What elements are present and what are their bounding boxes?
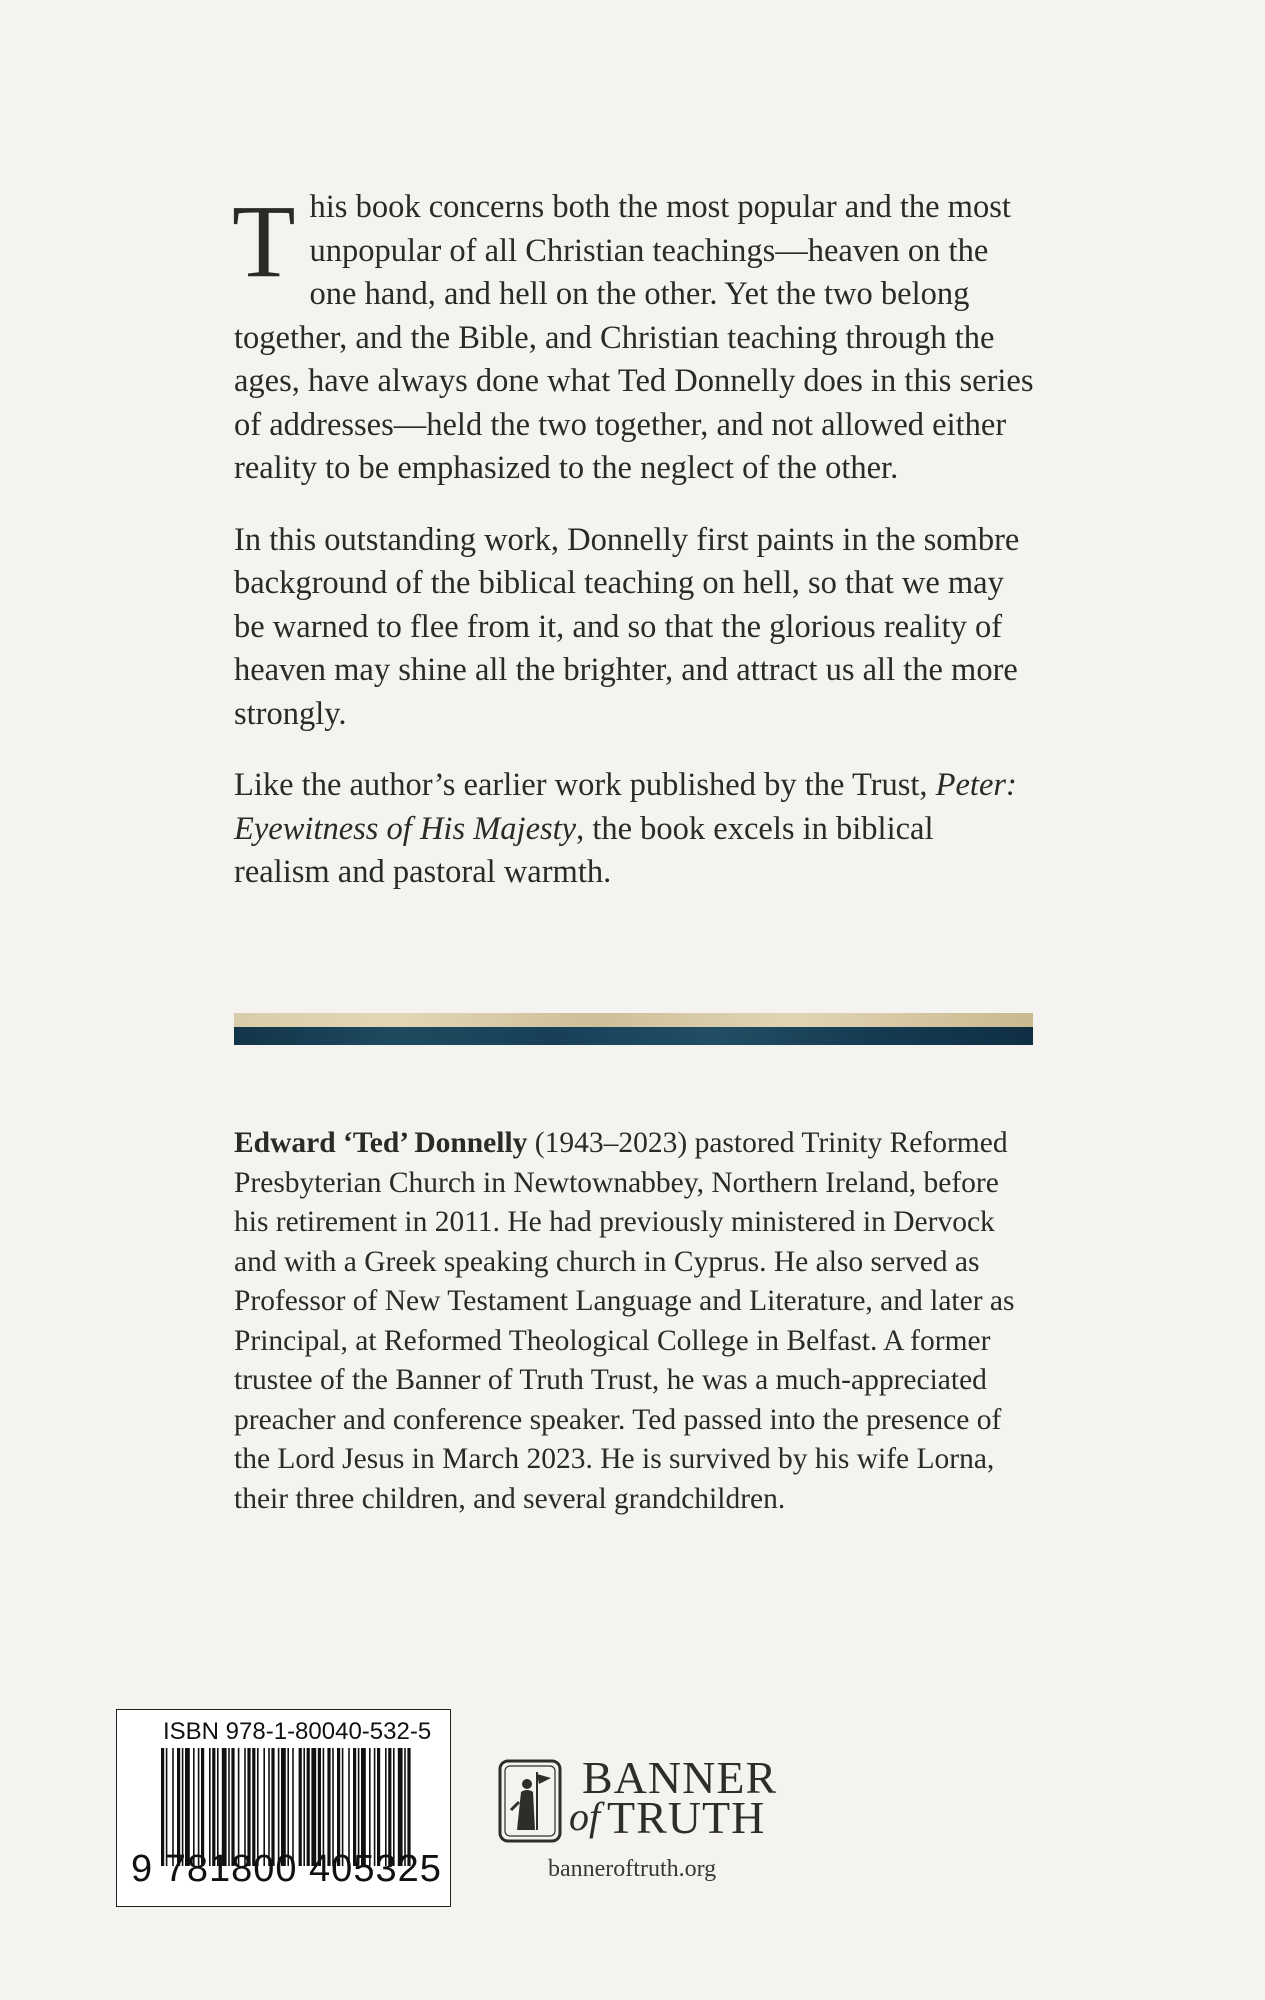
publisher-name-line1: BANNER [582,1752,778,1803]
earlier-book-title: Peter: Eyewitness of His Majesty [234,767,1017,847]
blurb-p3-before: Like the author’s earlier work published by the Trust, [234,767,936,803]
blurb-paragraph-2: In this outstanding work, Donnelly first paints in the sombre background of the biblical teaching on hell, so that we may be warned to flee from it, and so that the glorious reality of heaven may shine all the brighter, and attract us all the more strongly. [234,521,1020,732]
author-bio-text: (1943–2023) pastored Trinity Reformed Presbyterian Church in Newtownabbey, Northern Ireland, before his retirement in 2011. He had previously ministered in Dervock and with a Greek speaking church in Cyprus. He also served as Professor of New Testament Language and Literature, and later as Principal, at Reformed Theological College in Belfast. A former trustee of the Banner of Truth Trust, he was a much-appreciated preacher and conference speaker. Ted passed into the presence of the Lord Jesus in March 2023. He is survived by his wife Lorna, their three children, and several grandchildren. [234,1127,1015,1515]
banner-of-truth-emblem-icon [497,1758,563,1844]
publisher-name-line2: TRUTH [607,1792,766,1843]
publisher-website: banneroftruth.org [548,1856,717,1882]
blurb-paragraph-1 [234,186,1034,491]
ean-digits: 9 781800 405325 [131,1848,442,1890]
author-bio-paragraph [234,1124,1034,1519]
drop-cap: T [232,184,296,299]
isbn-barcode [116,1709,451,1907]
decorative-divider-band [234,1013,1033,1045]
blurb-paragraph-3 [234,764,1034,895]
blurb-p3-after: , the book excels in biblical realism and pastoral warmth. [234,810,934,890]
author-bio [234,1124,1034,1519]
publisher-logo [497,1752,797,1845]
back-cover-blurb [234,186,1034,923]
publisher-name-of: of [569,1794,601,1839]
isbn-label: ISBN 978-1-80040-532-5 [163,1718,432,1745]
blurb-paragraph-1-text: his book concerns both the most popular and the most unpopular of all Christian teachings—heaven on the one hand, and hell on the other. Yet the two belong together, and the Bible, and Christian teaching through the ages, have always done what Ted Donnelly does in this series of addresses—held the two together, and not allowed either reality to be emphasized to the neglect of the other. [234,189,1034,486]
author-name: Edward ‘Ted’ Donnelly [234,1127,528,1159]
